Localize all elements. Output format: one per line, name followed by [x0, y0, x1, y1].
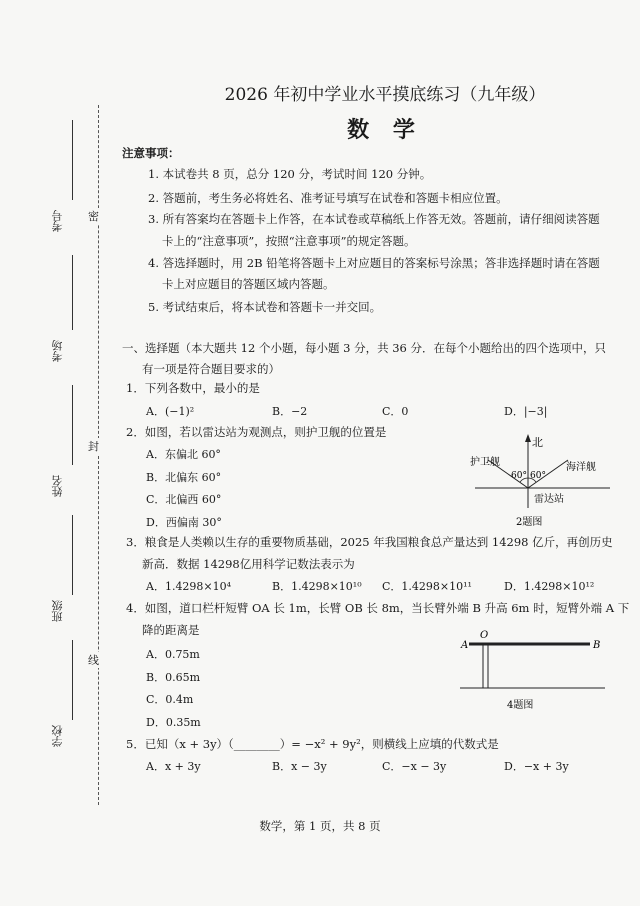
- q2-option-a: A．东偏北 60°: [146, 448, 221, 461]
- exam-number-line: [72, 120, 73, 200]
- label-angle-left: 60°: [511, 471, 527, 481]
- q3-option-d: D．1.4298×10¹²: [504, 580, 595, 593]
- q2-option-b: B．北偏东 60°: [146, 471, 222, 484]
- exam-room-line: [72, 255, 73, 330]
- section-heading-cont: 有一项是符合题目要求的）: [142, 362, 280, 376]
- q3-option-b: B．1.4298×10¹⁰: [272, 580, 362, 593]
- label-class: 班级: [51, 600, 64, 622]
- notice-item-4-cont: 卡上对应题目的答题区域内答题。: [162, 277, 335, 291]
- q4-option-c: C．0.4m: [146, 693, 194, 706]
- q4-figure-caption: 4题图: [507, 700, 534, 711]
- label-school: 学校: [51, 725, 64, 747]
- subject-title: 数 学: [347, 117, 423, 143]
- page-footer: 数学，第 1 页，共 8 页: [259, 819, 381, 833]
- label-point-o: O: [480, 630, 489, 641]
- label-exam-number: 考号: [51, 210, 64, 232]
- q2-option-c: C．北偏西 60°: [146, 493, 222, 506]
- q1-option-d: D．|−3|: [504, 405, 548, 418]
- q3-stem-1: 3．粮食是人类赖以生存的重要物质基础，2025 年我国粮食总产量达到 14298 亿斤，再创历史: [126, 535, 613, 549]
- label-angle-right: 60°: [530, 471, 546, 481]
- section-heading: 一、选择题（本大题共 12 个小题，每小题 3 分，共 36 分．在每个小题给出的四个选项中，只: [122, 341, 607, 355]
- label-radar: 雷达站: [534, 494, 564, 505]
- q2-figure-caption: 2题图: [516, 517, 543, 528]
- q1-option-b: B．−2: [272, 405, 308, 418]
- notice-item-5: 5. 考试结束后，将本试卷和答题卡一并交回。: [148, 300, 382, 314]
- seal-mi: 密: [88, 210, 99, 223]
- q4-option-a: A．0.75m: [146, 648, 200, 661]
- notice-heading: 注意事项：: [122, 146, 180, 160]
- notice-item-2: 2. 答题前，考生务必将姓名、准考证号填写在试卷和答题卡相应位置。: [148, 191, 508, 205]
- q3-option-c: C．1.4298×10¹¹: [382, 580, 472, 593]
- notice-item-4: 4. 答选择题时，用 2B 铅笔将答题卡上对应题目的答案标号涂黑；答非选择题时请在答题: [148, 256, 600, 270]
- seal-xian: 线: [88, 654, 99, 667]
- north-arrow-icon: [525, 434, 531, 442]
- notice-item-1: 1. 本试卷共 8 页，总分 120 分，考试时间 120 分钟。: [148, 167, 432, 181]
- name-line: [72, 385, 73, 465]
- q4-stem-2: 降的距离是: [142, 623, 200, 637]
- q5-stem: 5．已知（x + 3y）（________）= −x² + 9y²，则横线上应填的代数式是: [126, 737, 499, 751]
- label-point-b: B: [593, 640, 601, 651]
- q2-stem: 2．如图，若以雷达站为观测点，则护卫舰的位置是: [126, 425, 387, 439]
- label-frigate: 护卫舰: [470, 457, 500, 468]
- q5-option-c: C．−x − 3y: [382, 760, 447, 773]
- notice-item-3: 3. 所有答案均在答题卡上作答，在本试卷或草稿纸上作答无效。答题前，请仔细阅读答题: [148, 212, 600, 226]
- school-line: [72, 640, 73, 720]
- q3-stem-2: 新高．数据 14298亿用科学记数法表示为: [142, 557, 355, 571]
- q1-option-c: C．0: [382, 405, 409, 418]
- q2-figure: [470, 430, 620, 530]
- q3-option-a: A．1.4298×10⁴: [146, 580, 232, 593]
- exam-title: 2026 年初中学业水平摸底练习（九年级）: [224, 85, 546, 105]
- class-line: [72, 515, 73, 595]
- q4-figure: [455, 628, 615, 718]
- seal-feng: 封: [88, 440, 99, 453]
- q4-option-b: B．0.65m: [146, 671, 201, 684]
- label-name: 姓名: [51, 475, 64, 497]
- q5-option-a: A．x + 3y: [146, 760, 201, 773]
- label-north: 北: [532, 436, 543, 449]
- q4-option-d: D．0.35m: [146, 716, 201, 729]
- q1-option-a: A．(−1)²: [146, 405, 195, 418]
- notice-item-3-cont: 卡上的“注意事项”，按照“注意事项”的规定答题。: [162, 234, 416, 248]
- label-exam-room: 考场: [51, 340, 64, 362]
- q5-option-d: D．−x + 3y: [504, 760, 569, 773]
- q4-stem-1: 4．如图，道口栏杆短臂 OA 长 1m，长臂 OB 长 8m，当长臂外端 B 升高 6m 时，短臂外端 A 下: [126, 601, 630, 615]
- q5-option-b: B．x − 3y: [272, 760, 327, 773]
- q1-stem: 1．下列各数中，最小的是: [126, 381, 260, 395]
- label-ocean-ship: 海洋舰: [566, 462, 596, 473]
- label-point-a: A: [461, 640, 469, 651]
- q2-option-d: D．西偏南 30°: [146, 516, 222, 529]
- barrier-post: [483, 644, 488, 688]
